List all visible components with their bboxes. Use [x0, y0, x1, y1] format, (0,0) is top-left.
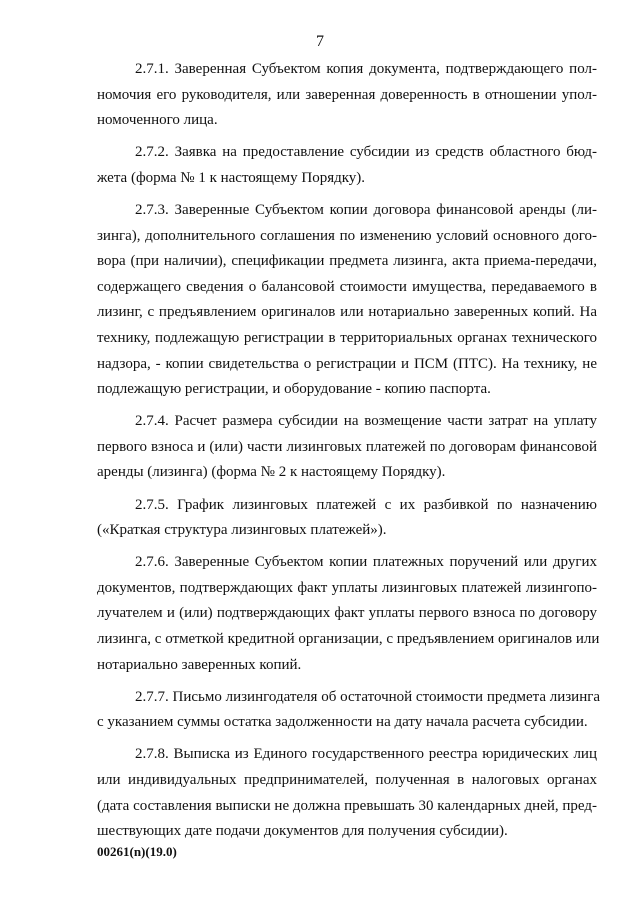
text-line: 2.7.5. График лизинговых платежей с их разбивкой по назначению [135, 496, 597, 513]
paragraph-2-7-6 [97, 550, 600, 678]
paragraph-2-7-5 [97, 493, 597, 544]
text-line: нотариально заверенных копий. [97, 656, 302, 673]
paragraph-2-7-1 [97, 57, 597, 134]
text-line: лизинг, с предъявлением оригиналов или нотариально заверенных копий. На [97, 304, 597, 321]
text-line: зинга), дополнительного соглашения по изменению условий основного дого- [97, 227, 597, 244]
text-line: подлежащую регистрации, и оборудование - копию паспорта. [97, 381, 491, 398]
text-line: лизинга, с отметкой кредитной организации, с предъявлением оригиналов или [97, 630, 600, 647]
text-line: номочия его руководителя, или заверенная доверенность в отношении упол- [97, 86, 597, 103]
text-line: надзора, - копии свидетельства о регистрации и ПСМ (ПТС). На технику, не [97, 355, 597, 372]
text-line: лучателем и (или) подтверждающих факт уплаты первого взноса по договору [97, 605, 597, 622]
paragraph-2-7-7 [97, 685, 601, 736]
text-line: 2.7.8. Выписка из Единого государственного реестра юридических лиц [135, 746, 597, 763]
text-line: жета (форма № 1 к настоящему Порядку). [97, 169, 366, 186]
text-line: содержащего сведения о балансовой стоимости имущества, передаваемого в [97, 278, 597, 295]
text-line: или индивидуальных предпринимателей, полученная в налоговых органах [97, 771, 597, 788]
text-line: (дата составления выписки не должна превышать 30 календарных дней, пред- [97, 797, 597, 814]
paragraph-2-7-2 [97, 140, 597, 191]
text-line: номоченного лица. [97, 112, 218, 129]
text-line: документов, подтверждающих факт уплаты лизинговых платежей лизингопо- [97, 579, 597, 596]
text-line: 2.7.1. Заверенная Субъектом копия документа, подтверждающего пол- [135, 61, 597, 77]
text-line: технику, подлежащую регистрации в территориальных органах технического [97, 329, 597, 346]
text-line: 2.7.7. Письмо лизингодателя об остаточной стоимости предмета лизинга [135, 688, 601, 705]
text-line: вора (при наличии), спецификации предмета лизинга, акта приема-передачи, [97, 253, 597, 270]
document-body [97, 57, 601, 851]
text-line: 2.7.6. Заверенные Субъектом копии платежных поручений или других [135, 554, 597, 571]
text-line: 2.7.3. Заверенные Субъектом копии договора финансовой аренды (ли- [135, 201, 597, 218]
document-code: 00261(n)(19.0) [97, 844, 177, 859]
text-line: аренды (лизинга) (форма № 2 к настоящему Порядку). [97, 464, 446, 481]
text-line: первого взноса и (или) части лизинговых платежей по договорам финансовой [97, 438, 597, 455]
text-line: («Краткая структура лизинговых платежей»). [97, 522, 387, 539]
paragraph-2-7-8 [97, 742, 597, 844]
paragraph-2-7-4 [97, 409, 597, 486]
text-line: 2.7.2. Заявка на предоставление субсидии из средств областного бюд- [135, 144, 597, 161]
text-line: с указанием суммы остатка задолженности на дату начала расчета субсидии. [97, 714, 588, 731]
paragraph-2-7-3 [97, 198, 597, 403]
text-line: шествующих дате подачи документов для получения субсидии). [97, 823, 508, 840]
text-line: 2.7.4. Расчет размера субсидии на возмещение части затрат на уплату [135, 413, 597, 430]
page-number: 7 [316, 33, 324, 50]
